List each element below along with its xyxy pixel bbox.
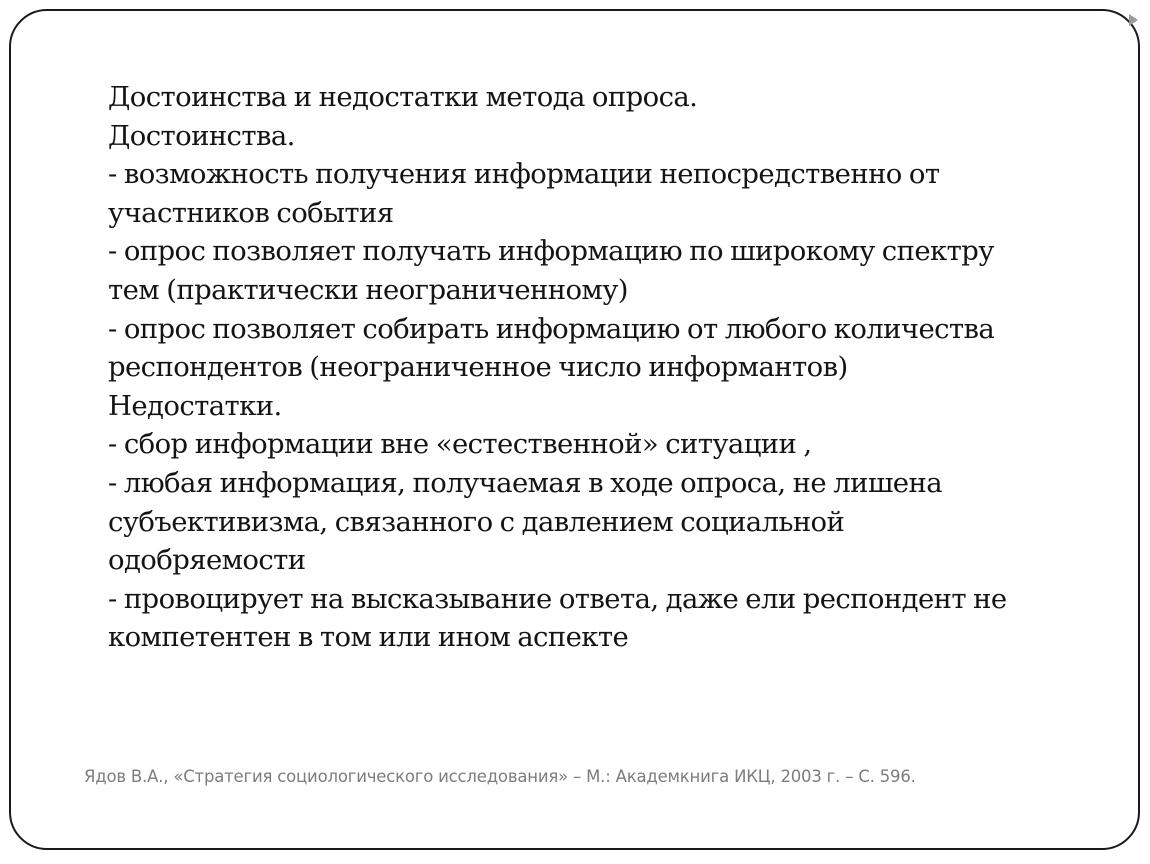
- disadvantages-heading: Недостатки.: [108, 389, 282, 422]
- disadvantage-line: - провоцирует на высказывание ответа, даже ели респондент не: [108, 582, 1007, 615]
- advantage-line: - возможность получения информации непосредственно от: [108, 158, 940, 191]
- advantages-heading: Достоинства.: [108, 119, 295, 152]
- disadvantage-line: - любая информация, получаемая в ходе опроса, не лишена: [108, 466, 942, 499]
- disadvantage-line: одобряемости: [108, 544, 306, 577]
- advantage-line: участников события: [108, 196, 394, 229]
- advantage-line: - опрос позволяет собирать информацию от любого количества: [108, 312, 995, 345]
- disadvantage-line: компетентен в том или ином аспекте: [108, 621, 629, 654]
- slide-body-text: [108, 78, 1068, 657]
- citation-footnote: Ядов В.А., «Стратегия социологического исследования» – М.: Академкнига ИКЦ, 2003 г. – С. 596.: [84, 767, 916, 786]
- advantage-line: - опрос позволяет получать информацию по широкому спектру: [108, 235, 994, 268]
- disadvantage-line: субъективизма, связанного с давлением социальной: [108, 505, 845, 538]
- advantage-line: тем (практически неограниченному): [108, 273, 628, 306]
- disadvantage-line: - сбор информации вне «естественной» ситуации ,: [108, 428, 812, 461]
- triangle-marker-icon: [1129, 14, 1138, 26]
- advantage-line: респондентов (неограниченное число информантов): [108, 351, 848, 384]
- slide-title-line: Достоинства и недостатки метода опроса.: [108, 81, 698, 113]
